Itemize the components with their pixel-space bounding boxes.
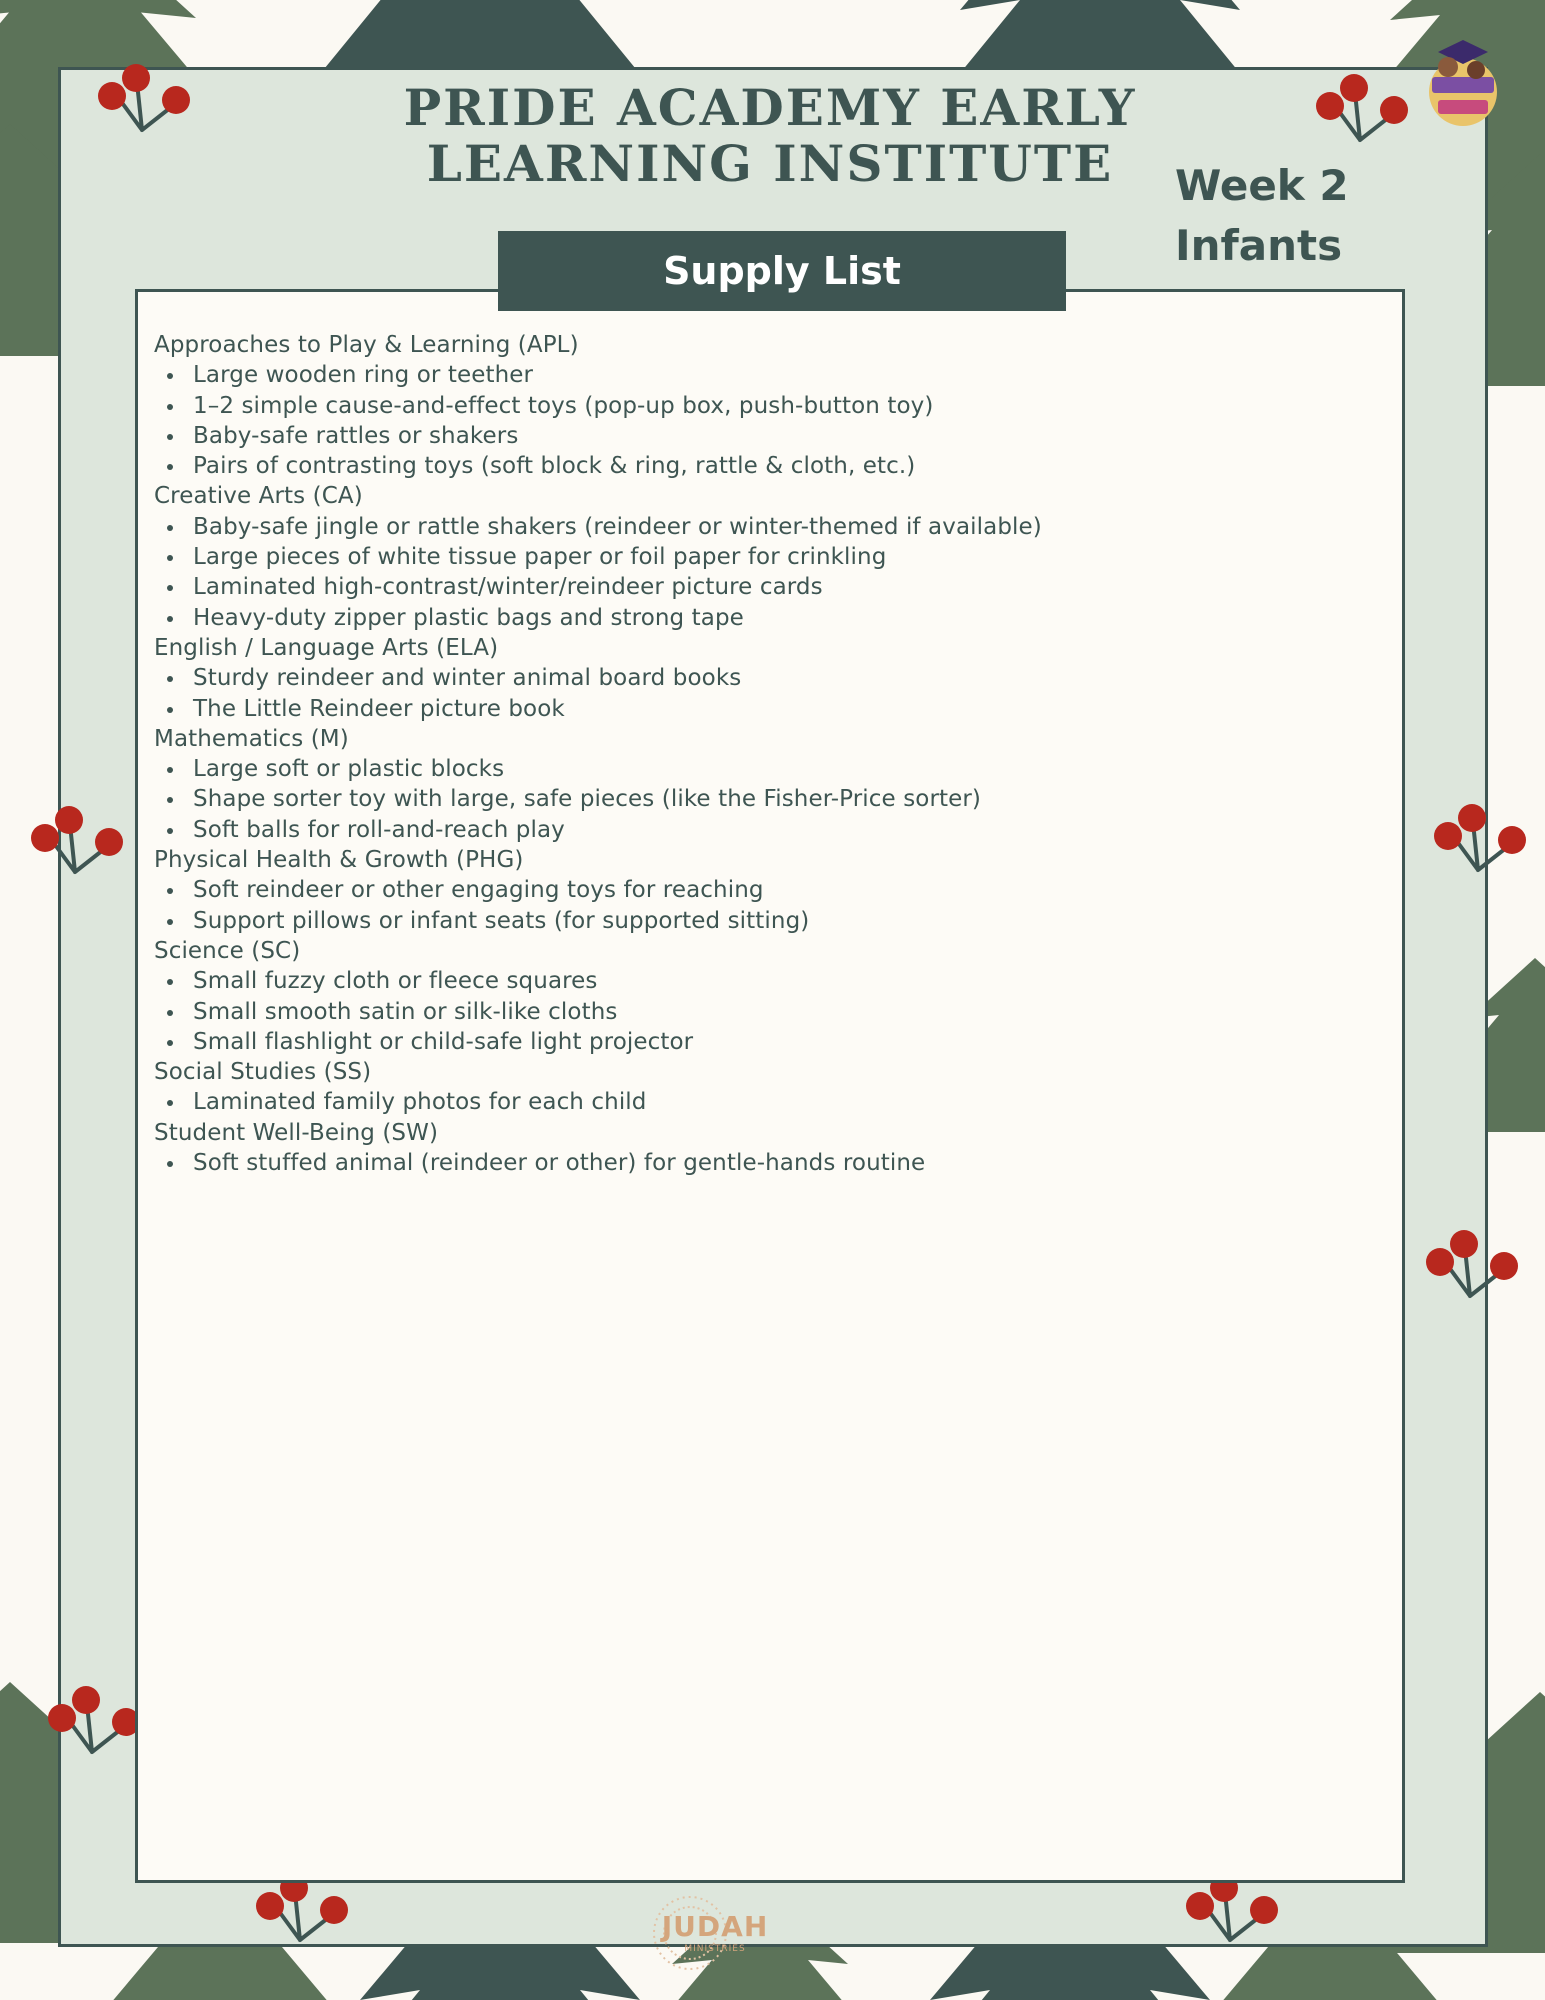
- supply-item: Sturdy reindeer and winter animal board books: [154, 663, 1354, 693]
- supply-item: Small smooth satin or silk-like cloths: [154, 997, 1354, 1027]
- category-label: Creative Arts (CA): [154, 483, 363, 510]
- supply-item: Soft stuffed animal (reindeer or other) for gentle-hands routine: [154, 1148, 1354, 1178]
- supply-item: Pairs of contrasting toys (soft block & ring, rattle & cloth, etc.): [154, 451, 1354, 481]
- supply-item: Shape sorter toy with large, safe pieces (like the Fisher-Price sorter): [154, 784, 1354, 814]
- footer-logo-text: JUDAH: [661, 1910, 769, 1943]
- week-label: [1175, 156, 1375, 276]
- category-items: [154, 966, 1354, 1057]
- footer-logo: [650, 1888, 780, 1978]
- age-group: Infants: [1175, 221, 1343, 270]
- school-logo: [1408, 22, 1518, 132]
- supply-list: [154, 330, 1354, 1178]
- category-items: [154, 663, 1354, 724]
- supply-item: Laminated family photos for each child: [154, 1087, 1354, 1117]
- category-label: Social Studies (SS): [154, 1059, 372, 1086]
- category-label: Science (SC): [154, 937, 301, 964]
- supply-item: Soft reindeer or other engaging toys for reaching: [154, 875, 1354, 905]
- category-items: [154, 1087, 1354, 1117]
- supply-item: Large soft or plastic blocks: [154, 754, 1354, 784]
- category-label: Student Well-Being (SW): [154, 1119, 439, 1146]
- supply-item: Large wooden ring or teether: [154, 360, 1354, 390]
- category-label: English / Language Arts (ELA): [154, 634, 499, 661]
- category-items: [154, 754, 1354, 845]
- supply-item: Support pillows or infant seats (for supported sitting): [154, 906, 1354, 936]
- supply-item: Heavy-duty zipper plastic bags and strong tape: [154, 603, 1354, 633]
- category-items: [154, 360, 1354, 481]
- supply-item: The Little Reindeer picture book: [154, 694, 1354, 724]
- supply-item: Small fuzzy cloth or fleece squares: [154, 966, 1354, 996]
- supply-item: Laminated high-contrast/winter/reindeer picture cards: [154, 572, 1354, 602]
- title-line-2: LEARNING INSTITUTE: [426, 134, 1114, 193]
- category-items: [154, 875, 1354, 936]
- supply-item: Soft balls for roll-and-reach play: [154, 815, 1354, 845]
- supply-item: Small flashlight or child-safe light projector: [154, 1027, 1354, 1057]
- supply-item: Baby-safe rattles or shakers: [154, 421, 1354, 451]
- supply-item: 1–2 simple cause-and-effect toys (pop-up box, push-button toy): [154, 391, 1354, 421]
- title-line-1: PRIDE ACADEMY EARLY: [403, 78, 1137, 137]
- supply-item: Baby-safe jingle or rattle shakers (reindeer or winter-themed if available): [154, 512, 1354, 542]
- category-label: Approaches to Play & Learning (APL): [154, 332, 579, 358]
- category-items: [154, 512, 1354, 633]
- supply-list-banner: Supply List: [498, 231, 1066, 311]
- category-items: [154, 1148, 1354, 1178]
- category-label: Mathematics (M): [154, 725, 349, 752]
- week-number: Week 2: [1175, 161, 1349, 210]
- page-title: [400, 80, 1140, 192]
- footer-logo-subtext: MINISTRIES: [684, 1944, 746, 1954]
- school-badge-icon: [1408, 22, 1518, 132]
- supply-item: Large pieces of white tissue paper or foil paper for crinkling: [154, 542, 1354, 572]
- category-label: Physical Health & Growth (PHG): [154, 847, 524, 874]
